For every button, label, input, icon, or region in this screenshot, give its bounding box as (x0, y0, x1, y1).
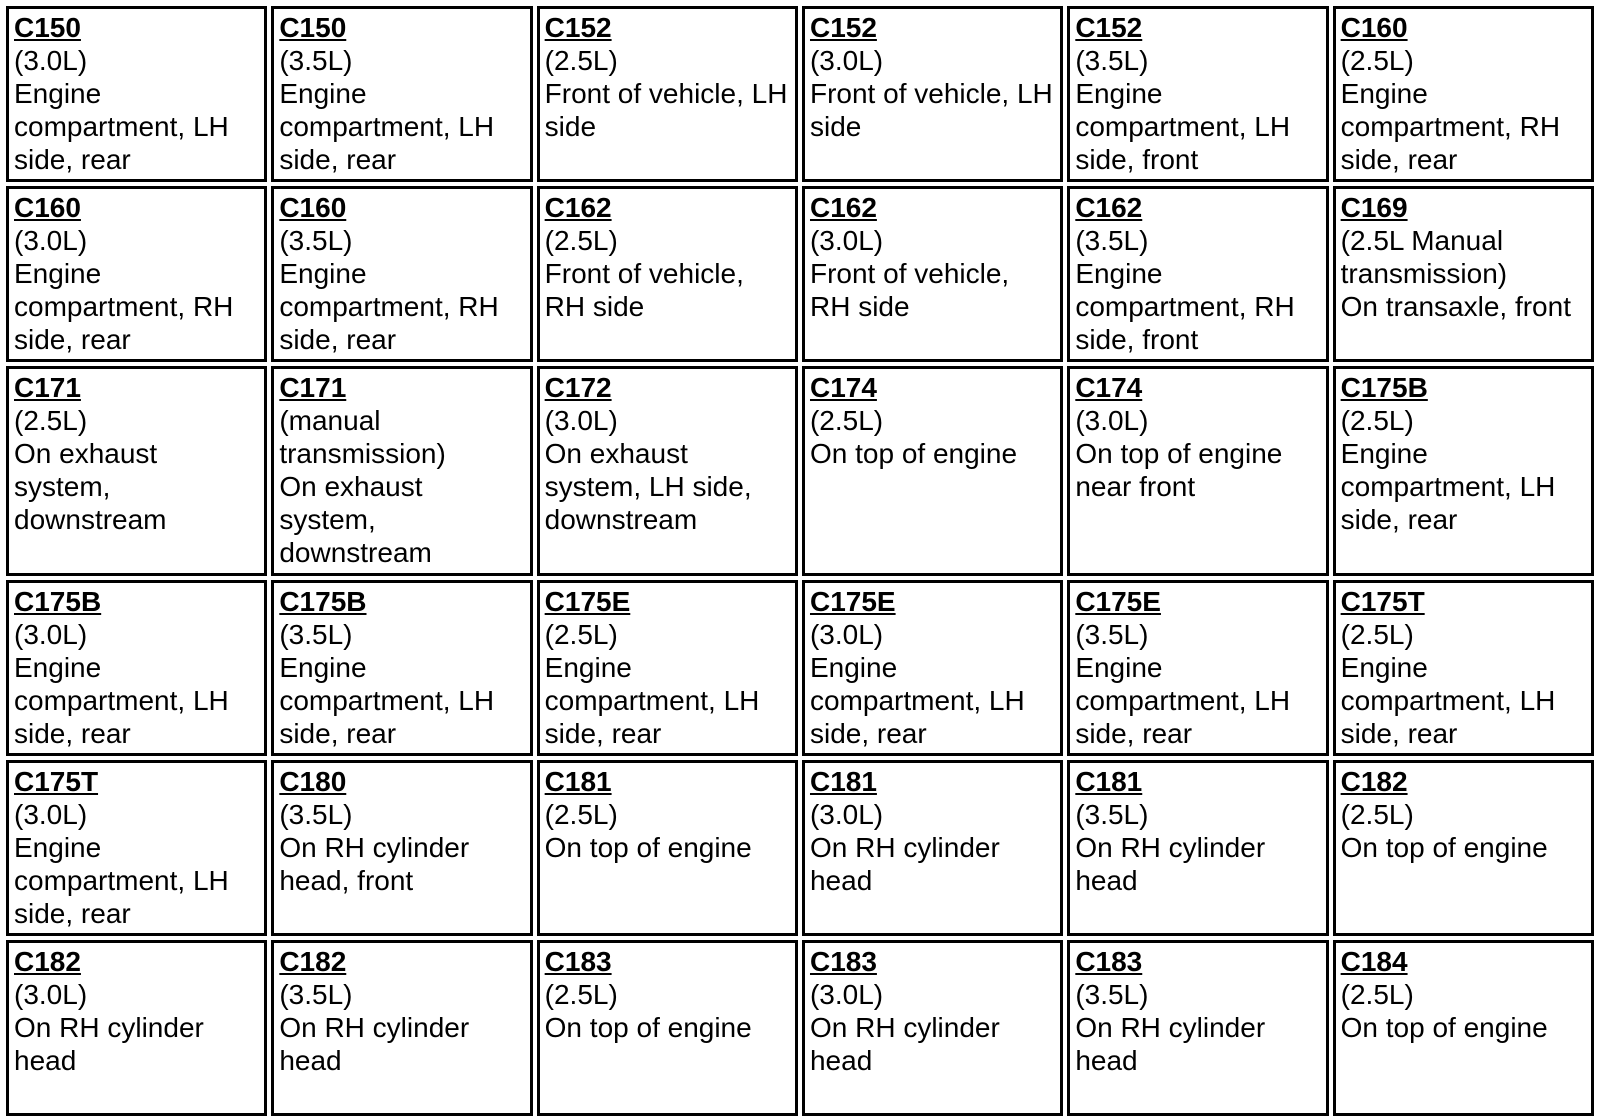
engine-variant: (3.5L) (279, 979, 353, 1010)
connector-location: On exhaust system, downstream (279, 471, 432, 568)
connector-location: On RH cylinder head (1075, 832, 1266, 896)
connector-location: On top of engine (1340, 1012, 1548, 1043)
connector-id[interactable]: C175E (1075, 586, 1161, 617)
connector-id[interactable]: C162 (544, 192, 612, 223)
connector-cell (1333, 6, 1594, 182)
connector-cell (1067, 760, 1328, 936)
connector-location: Engine compartment, LH side, rear (14, 832, 229, 929)
engine-variant: (3.0L) (14, 225, 88, 256)
engine-variant: (2.5L) (544, 799, 618, 830)
table-row (6, 366, 1594, 576)
engine-variant: (3.0L) (809, 799, 884, 830)
engine-variant: (3.5L) (279, 225, 353, 256)
connector-location: Engine compartment, LH side, rear (14, 652, 229, 749)
connector-id[interactable]: C174 (1075, 372, 1143, 403)
connector-cell (537, 760, 798, 936)
connector-location: Engine compartment, RH side, front (1075, 258, 1295, 355)
connector-cell (271, 940, 532, 1116)
engine-variant: (3.5L) (1075, 979, 1149, 1010)
connector-id[interactable]: C175E (809, 586, 896, 617)
connector-location: On RH cylinder head (809, 832, 1000, 896)
engine-variant: (3.0L) (14, 979, 88, 1010)
connector-id[interactable]: C175T (1340, 586, 1425, 617)
connector-cell (537, 186, 798, 362)
connector-cell (1067, 580, 1328, 756)
connector-id[interactable]: C174 (809, 372, 877, 403)
connector-cell (1067, 186, 1328, 362)
engine-variant: (3.5L) (1075, 225, 1149, 256)
engine-variant: (2.5L) (544, 225, 618, 256)
engine-variant: (3.0L) (544, 405, 618, 436)
engine-variant: (manual transmission) (279, 405, 446, 469)
connector-id[interactable]: C171 (279, 372, 347, 403)
connector-cell (802, 760, 1063, 936)
engine-variant: (2.5L) (1340, 405, 1414, 436)
connector-location: Engine compartment, RH side, rear (14, 258, 234, 355)
table-row (6, 580, 1594, 756)
connector-cell (537, 940, 798, 1116)
table-row (6, 6, 1594, 182)
connector-id[interactable]: C152 (809, 12, 877, 43)
connector-location: Engine compartment, LH side, rear (279, 652, 495, 749)
connector-id[interactable]: C169 (1340, 192, 1408, 223)
engine-variant: (2.5L) (1340, 799, 1414, 830)
connector-id[interactable]: C150 (279, 12, 347, 43)
connector-id[interactable]: C175B (1340, 372, 1428, 403)
connector-location-table (2, 2, 1598, 1120)
engine-variant: (3.0L) (1075, 405, 1149, 436)
connector-id[interactable]: C183 (809, 946, 877, 977)
connector-location: On RH cylinder head, front (279, 832, 470, 896)
connector-id[interactable]: C172 (544, 372, 612, 403)
connector-cell (1333, 186, 1594, 362)
engine-variant: (2.5L) (14, 405, 88, 436)
connector-location: Engine compartment, RH side, rear (279, 258, 499, 355)
engine-variant: (3.5L) (279, 45, 353, 76)
engine-variant: (3.0L) (809, 619, 884, 650)
engine-variant: (3.5L) (1075, 799, 1149, 830)
connector-id[interactable]: C160 (1340, 12, 1408, 43)
connector-cell (6, 760, 267, 936)
engine-variant: (2.5L) (544, 979, 618, 1010)
connector-location: On exhaust system, LH side, downstream (544, 438, 752, 535)
connector-location: Front of vehicle, LH side (544, 78, 788, 142)
connector-cell (1333, 760, 1594, 936)
connector-id[interactable]: C152 (544, 12, 612, 43)
connector-location: On top of engine (1340, 832, 1548, 863)
connector-cell (6, 6, 267, 182)
connector-cell (271, 760, 532, 936)
connector-location: On transaxle, front (1340, 291, 1571, 322)
engine-variant: (3.5L) (1075, 619, 1149, 650)
connector-location: On RH cylinder head (809, 1012, 1000, 1076)
connector-id[interactable]: C181 (1075, 766, 1143, 797)
connector-location: Front of vehicle, LH side (809, 78, 1053, 142)
connector-id[interactable]: C183 (1075, 946, 1143, 977)
connector-location: Front of vehicle, RH side (544, 258, 744, 322)
connector-location: Engine compartment, LH side, rear (809, 652, 1025, 749)
connector-location: On top of engine near front (1075, 438, 1283, 502)
connector-id[interactable]: C181 (809, 766, 877, 797)
connector-cell (1333, 940, 1594, 1116)
connector-cell (802, 940, 1063, 1116)
engine-variant: (3.0L) (809, 45, 884, 76)
connector-cell (1067, 366, 1328, 576)
table-row (6, 940, 1594, 1116)
connector-cell (1333, 366, 1594, 576)
connector-table-body (6, 6, 1594, 1116)
table-row (6, 760, 1594, 936)
engine-variant: (3.5L) (279, 619, 353, 650)
table-row (6, 186, 1594, 362)
connector-cell (271, 580, 532, 756)
connector-cell (537, 6, 798, 182)
connector-location: Engine compartment, LH side, rear (279, 78, 495, 175)
connector-location: On exhaust system, downstream (14, 438, 167, 535)
connector-id[interactable]: C182 (279, 946, 347, 977)
connector-location: Engine compartment, LH side, front (1075, 78, 1291, 175)
connector-id[interactable]: C150 (14, 12, 81, 43)
connector-cell (1333, 580, 1594, 756)
connector-id[interactable]: C162 (809, 192, 877, 223)
connector-id[interactable]: C180 (279, 766, 347, 797)
connector-cell (802, 366, 1063, 576)
connector-cell (802, 580, 1063, 756)
connector-location: Engine compartment, LH side, rear (1340, 438, 1556, 535)
engine-variant: (3.0L) (809, 979, 884, 1010)
connector-cell (537, 580, 798, 756)
connector-id[interactable]: C160 (279, 192, 347, 223)
connector-id[interactable]: C160 (14, 192, 81, 223)
connector-id[interactable]: C171 (14, 372, 81, 403)
connector-id[interactable]: C175E (544, 586, 631, 617)
connector-location: On top of engine (544, 1012, 752, 1043)
engine-variant: (2.5L Manual transmission) (1340, 225, 1508, 289)
engine-variant: (3.5L) (1075, 45, 1149, 76)
connector-cell (802, 186, 1063, 362)
connector-id[interactable]: C184 (1340, 946, 1408, 977)
connector-cell (1067, 6, 1328, 182)
connector-location: On RH cylinder head (14, 1012, 204, 1076)
connector-location: On top of engine (544, 832, 752, 863)
engine-variant: (2.5L) (1340, 979, 1414, 1010)
engine-variant: (3.0L) (809, 225, 884, 256)
connector-id[interactable]: C175B (279, 586, 367, 617)
connector-location: On top of engine (809, 438, 1018, 469)
engine-variant: (2.5L) (809, 405, 884, 436)
connector-id[interactable]: C152 (1075, 12, 1143, 43)
connector-location: On RH cylinder head (279, 1012, 470, 1076)
connector-cell (537, 366, 798, 576)
connector-id[interactable]: C175B (14, 586, 102, 617)
connector-cell (6, 940, 267, 1116)
connector-cell (271, 186, 532, 362)
connector-id[interactable]: C182 (1340, 766, 1408, 797)
connector-cell (6, 186, 267, 362)
engine-variant: (3.5L) (279, 799, 353, 830)
connector-cell (6, 366, 267, 576)
connector-location: Engine compartment, LH side, rear (14, 78, 229, 175)
connector-location: Engine compartment, LH side, rear (1340, 652, 1556, 749)
connector-id[interactable]: C183 (544, 946, 612, 977)
connector-location: Front of vehicle, RH side (809, 258, 1010, 322)
connector-location: Engine compartment, LH side, rear (544, 652, 760, 749)
connector-location: On RH cylinder head (1075, 1012, 1266, 1076)
connector-cell (1067, 940, 1328, 1116)
connector-cell (271, 6, 532, 182)
connector-location: Engine compartment, RH side, rear (1340, 78, 1561, 175)
connector-cell (6, 580, 267, 756)
connector-id[interactable]: C182 (14, 946, 81, 977)
engine-variant: (3.0L) (14, 799, 88, 830)
engine-variant: (2.5L) (544, 619, 618, 650)
connector-id[interactable]: C181 (544, 766, 612, 797)
connector-location: Engine compartment, LH side, rear (1075, 652, 1291, 749)
engine-variant: (3.0L) (14, 619, 88, 650)
connector-id[interactable]: C175T (14, 766, 99, 797)
engine-variant: (2.5L) (544, 45, 618, 76)
engine-variant: (3.0L) (14, 45, 88, 76)
connector-id[interactable]: C162 (1075, 192, 1143, 223)
connector-cell (802, 6, 1063, 182)
engine-variant: (2.5L) (1340, 619, 1414, 650)
connector-cell (271, 366, 532, 576)
engine-variant: (2.5L) (1340, 45, 1414, 76)
